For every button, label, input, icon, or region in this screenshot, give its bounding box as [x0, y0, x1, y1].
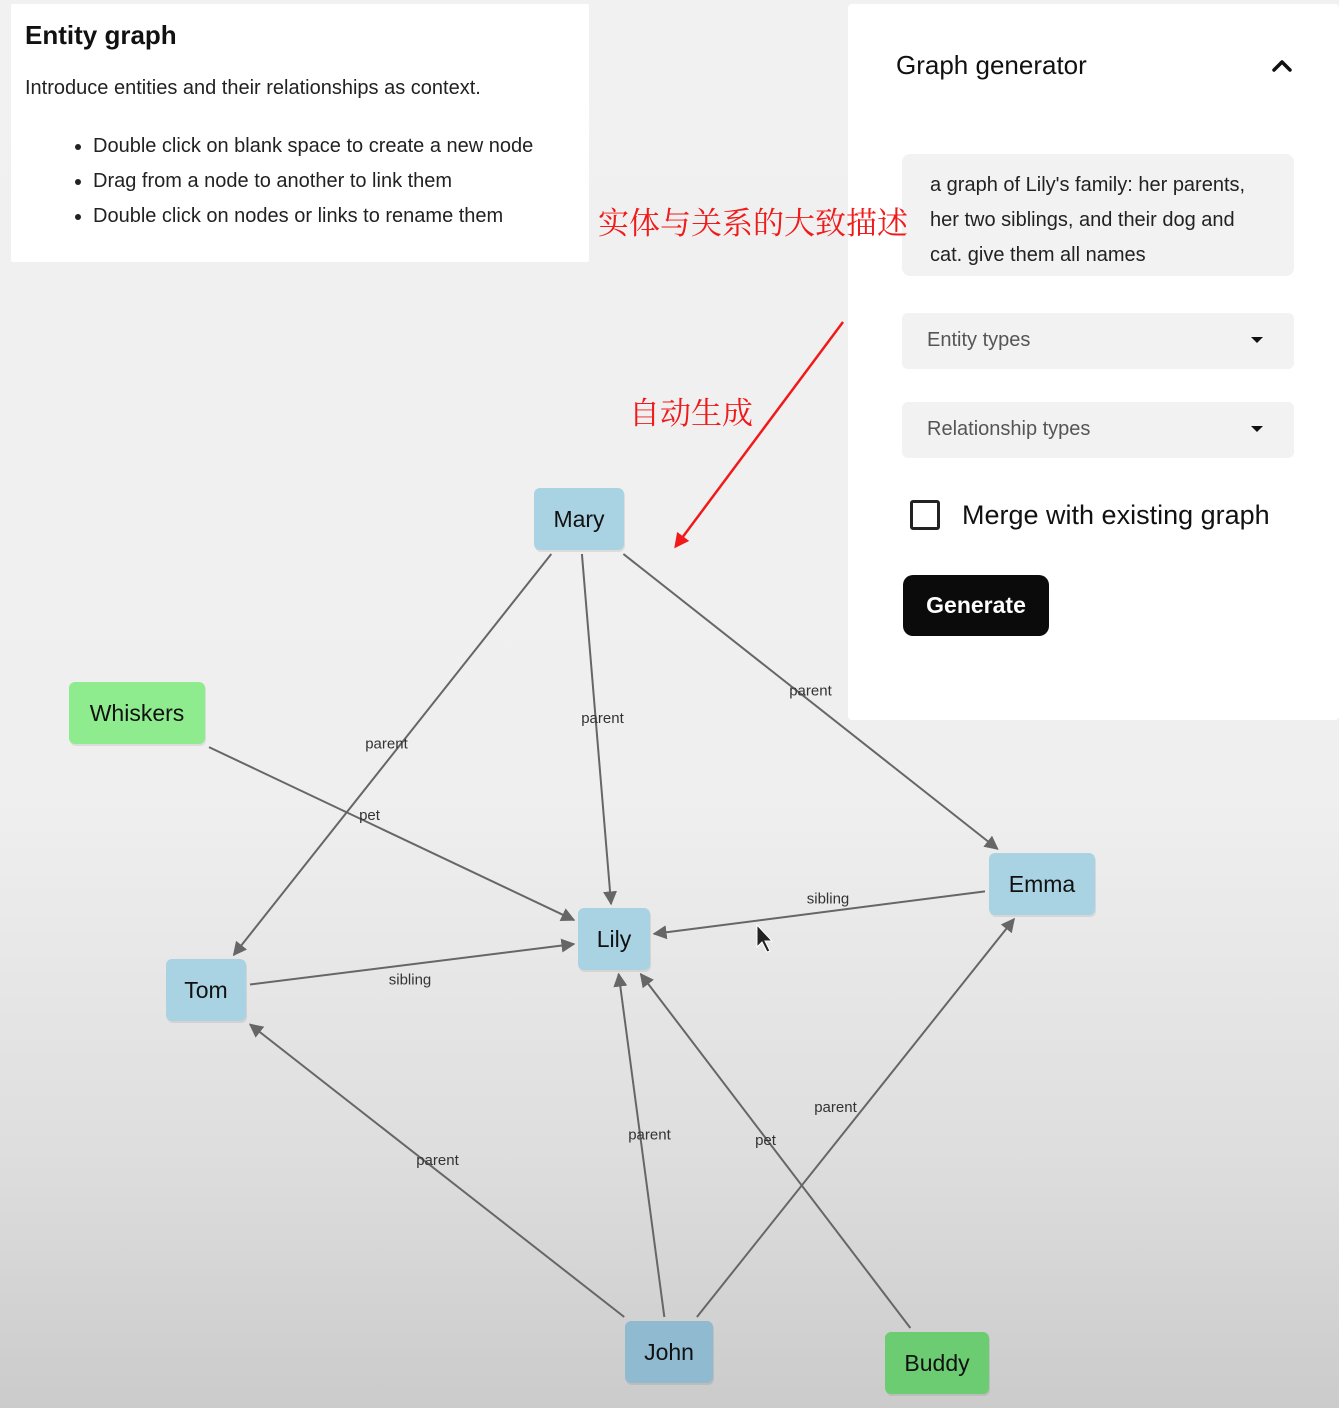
edge-buddy-lily[interactable] — [641, 974, 911, 1328]
caret-down-icon — [1250, 333, 1264, 347]
node-mary[interactable] — [534, 488, 625, 552]
relationship-types-label: Relationship types — [927, 418, 1091, 440]
entity-types-label: Entity types — [927, 329, 1031, 351]
node-label: Lily — [596, 926, 632, 952]
edge-john-lily[interactable] — [619, 974, 665, 1317]
annotation-auto-note: 自动生成 — [629, 396, 753, 432]
edge-label[interactable]: parent — [581, 710, 624, 727]
node-label: Tom — [184, 977, 228, 1003]
edge-john-tom[interactable] — [250, 1024, 624, 1317]
generator-title: Graph generator — [896, 50, 1087, 80]
mouse-cursor-icon — [757, 925, 772, 952]
merge-label: Merge with existing graph — [962, 500, 1270, 530]
node-label: John — [644, 1339, 694, 1365]
node-lily[interactable] — [578, 908, 651, 972]
relationship-types-select[interactable] — [902, 402, 1294, 458]
tip-item: • Drag from a node to another to link them — [93, 164, 533, 199]
merge-option[interactable] — [908, 496, 1308, 538]
edge-label[interactable]: sibling — [806, 890, 850, 908]
node-label: Emma — [1008, 871, 1076, 897]
prompt-textarea[interactable]: a graph of Lily's family: her parents, her two siblings, and their dog and cat. give them all names — [902, 154, 1294, 276]
node-label: Mary — [553, 506, 605, 532]
edge-label[interactable]: pet — [359, 807, 380, 824]
node-emma[interactable] — [989, 853, 1096, 917]
panel-title: Entity graph — [25, 20, 177, 50]
panel-description: Introduce entities and their relationships as context. — [25, 77, 481, 99]
edge-whiskers-lily[interactable] — [209, 747, 574, 920]
edge-label[interactable]: sibling — [388, 971, 432, 989]
edge-mary-lily[interactable] — [582, 554, 611, 904]
entity-graph-panel — [11, 4, 589, 262]
edge-label[interactable]: parent — [814, 1099, 857, 1116]
node-buddy[interactable] — [885, 1332, 990, 1396]
chevron-up-icon[interactable] — [1268, 54, 1296, 78]
graph-generator-panel — [848, 4, 1339, 720]
edge-label[interactable]: parent — [789, 682, 832, 700]
node-label: Whiskers — [89, 700, 185, 726]
annotation-arrow — [676, 322, 843, 546]
tip-item: • Double click on nodes or links to rename them — [93, 199, 533, 234]
edge-label[interactable]: parent — [416, 1152, 459, 1169]
entity-types-select[interactable] — [902, 313, 1294, 369]
node-tom[interactable] — [166, 959, 247, 1023]
edge-label[interactable]: parent — [628, 1126, 671, 1144]
edge-label[interactable]: pet — [755, 1132, 776, 1149]
node-john[interactable] — [625, 1321, 714, 1385]
annotation-prompt-note: 实体与关系的大致描述 — [598, 206, 908, 242]
generate-button[interactable]: Generate — [903, 575, 1049, 636]
edge-mary-tom[interactable] — [234, 554, 552, 955]
tip-item: • Double click on blank space to create a new node — [93, 129, 533, 164]
merge-checkbox[interactable] — [910, 500, 940, 530]
node-label: Buddy — [904, 1350, 970, 1376]
caret-down-icon — [1250, 422, 1264, 436]
edge-label[interactable]: parent — [365, 735, 408, 753]
tips-list — [73, 129, 533, 234]
node-whiskers[interactable] — [69, 682, 206, 746]
